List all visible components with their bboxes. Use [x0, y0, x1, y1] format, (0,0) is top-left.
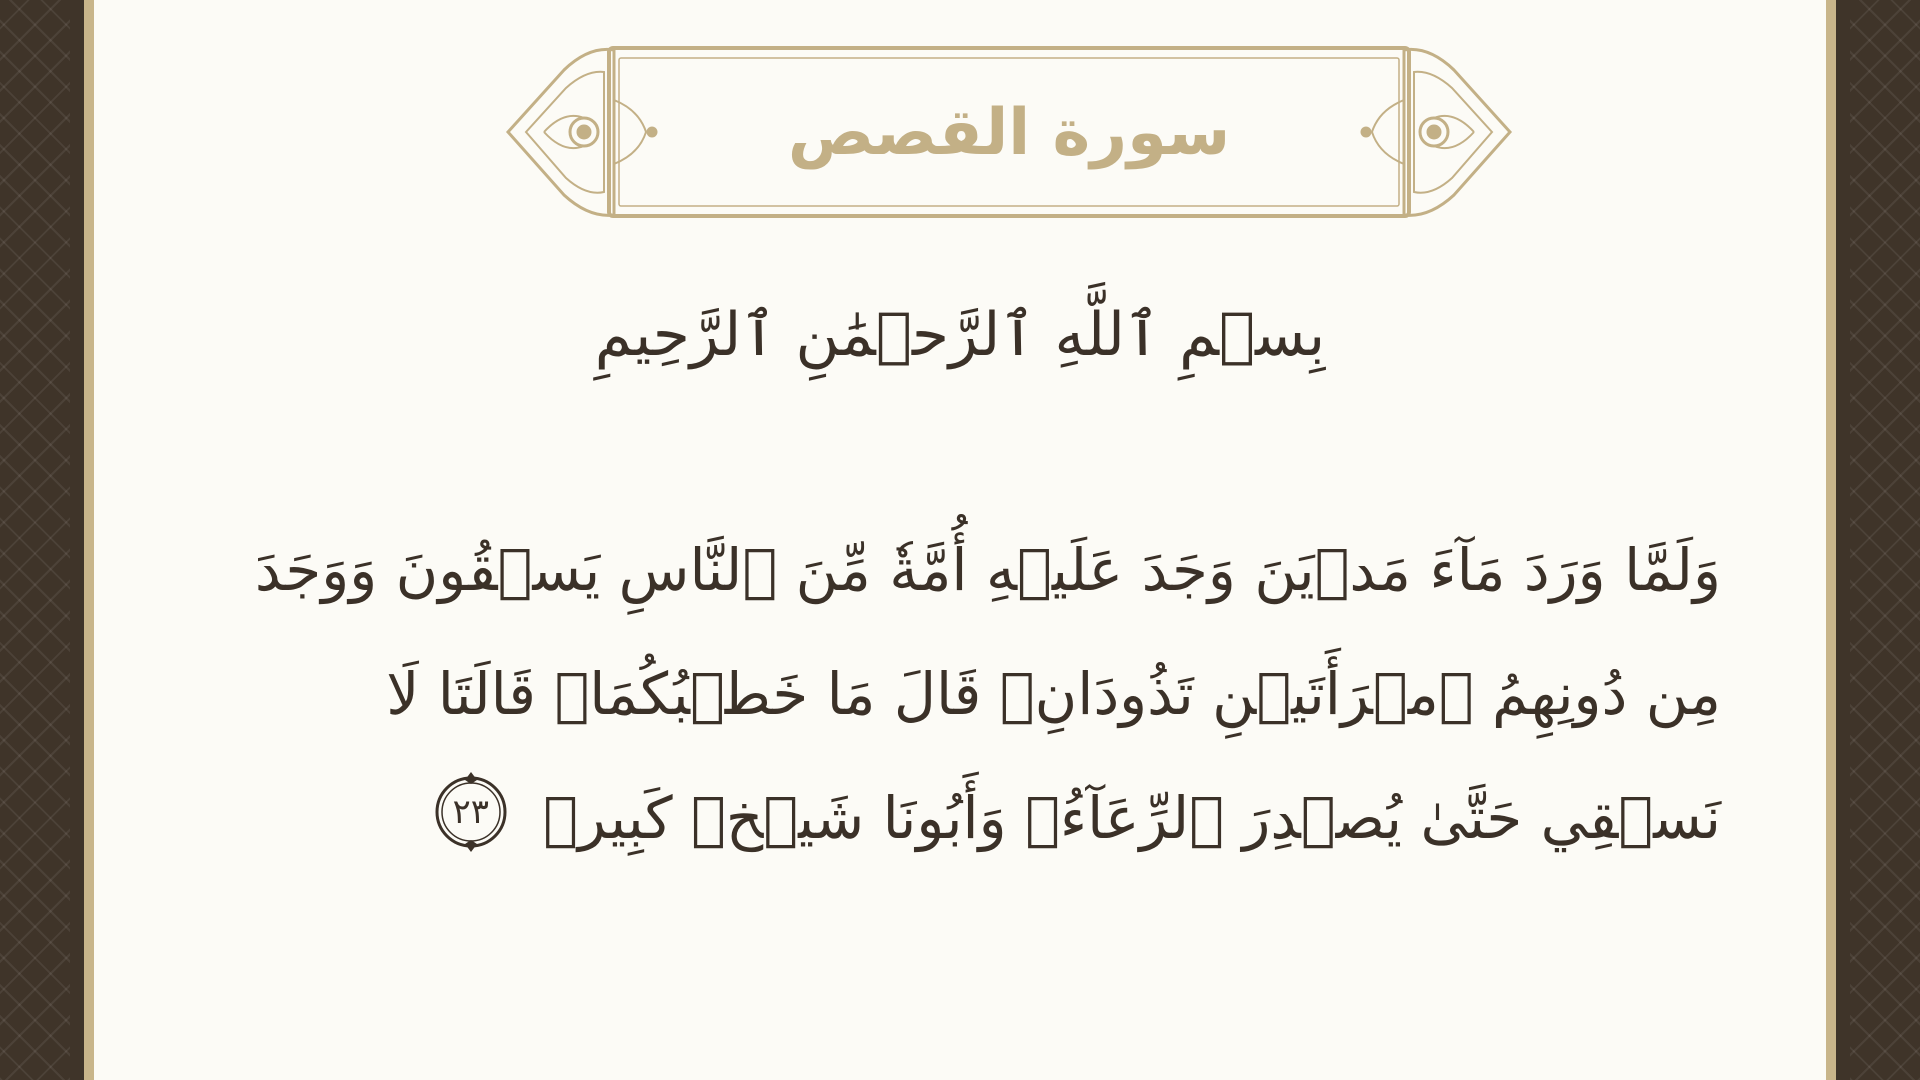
ayah-text-block [254, 508, 1721, 880]
page-panel [94, 0, 1826, 1080]
right-ornamental-border [1850, 0, 1920, 1080]
right-gold-rule [1826, 0, 1836, 1080]
basmala: بِسۡمِ ٱللَّهِ ٱلرَّحۡمَٰنِ ٱلرَّحِيمِ [594, 300, 1326, 370]
left-ornamental-border [0, 0, 70, 1080]
left-gold-rule [84, 0, 94, 1080]
ayah-text: وَلَمَّا وَرَدَ مَآءَ مَدۡيَنَ وَجَدَ عَلَيۡهِ أُمَّةٗ مِّنَ ٱلنَّاسِ يَسۡقُونَ وَوَجَدَ مِن دُونِهِمُ ٱمۡرَأَتَيۡنِ تَذُودَانِۖ قَالَ مَا خَطۡبُكُمَاۖ قَالَتَا لَا نَسۡقِي حَتَّىٰ يُصۡدِرَ ٱلرِّعَآءُۖ وَأَبُونَا شَيۡخٞ كَبِيرٞ [254, 536, 1721, 852]
surah-title-frame [504, 40, 1514, 225]
surah-title: سورة القصص [787, 96, 1231, 170]
ayah-end-marker [429, 770, 513, 854]
ayah-number: ٢٣ [452, 791, 489, 832]
